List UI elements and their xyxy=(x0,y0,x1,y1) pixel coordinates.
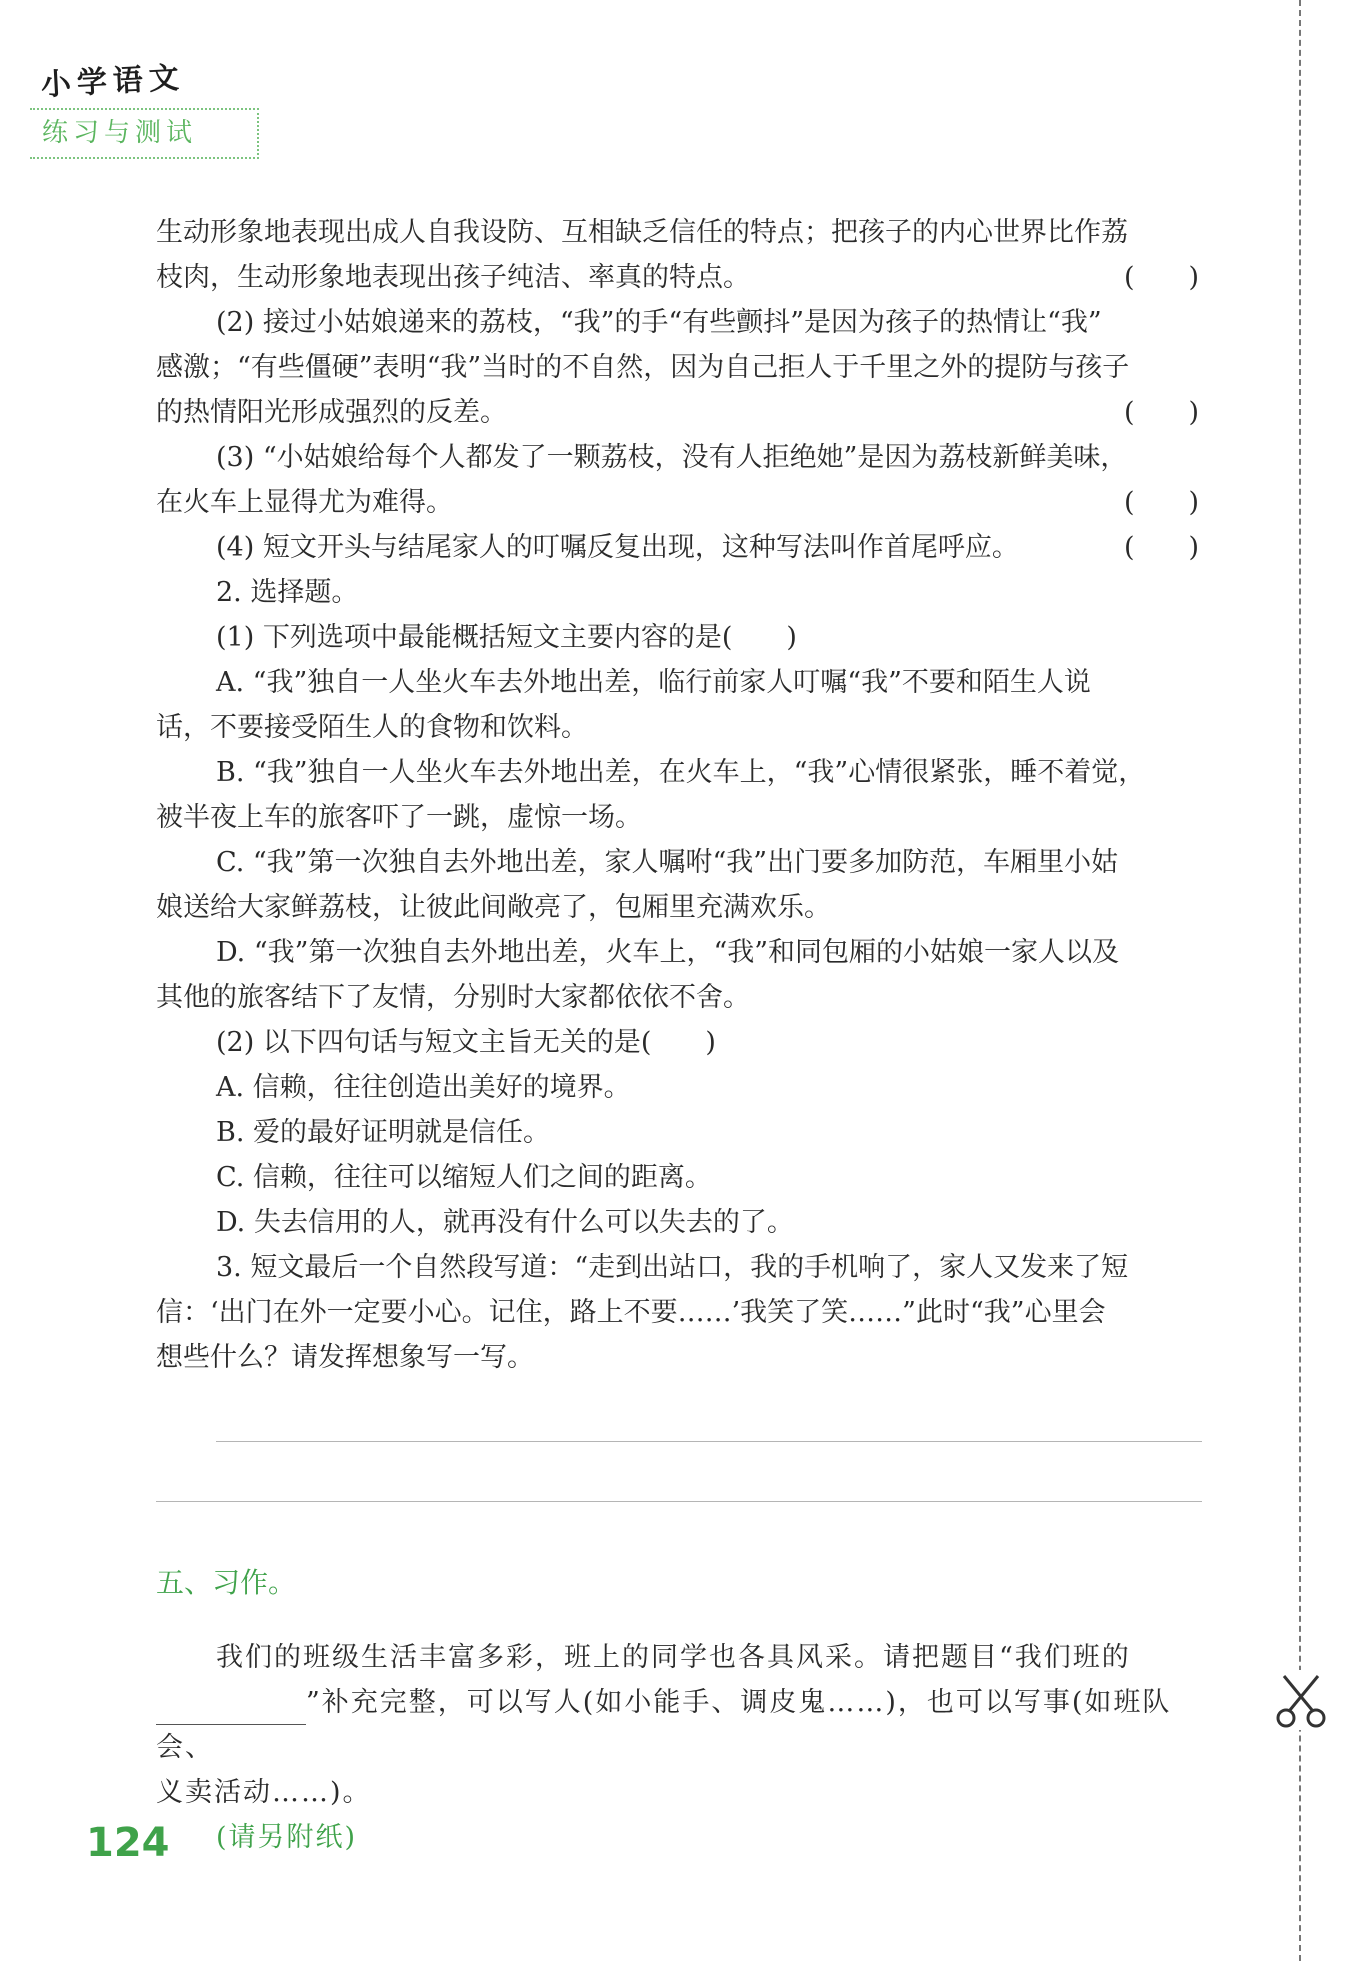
answer-paren-4[interactable]: ( ) xyxy=(1124,532,1200,563)
section-five-title: 五、习作。 xyxy=(156,1566,297,1599)
q1-s2-line3: 的热情阳光形成强烈的反差。 xyxy=(156,397,507,428)
q2-sub2-option-c: C. 信赖，往往可以缩短人们之间的距离。 xyxy=(216,1162,712,1193)
title-blank[interactable] xyxy=(156,1696,306,1725)
q1-s1-line2: 枝肉，生动形象地表现出孩子纯洁、率真的特点。 xyxy=(156,262,750,293)
q1-s3-line2: 在火车上显得尤为难得。 xyxy=(156,487,453,518)
q1-s3-line1: (3) “小姑娘给每个人都发了一颗荔枝，没有人拒绝她”是因为荔枝新鲜美味， xyxy=(216,442,1128,473)
book-title: 小学语文 xyxy=(40,60,186,104)
cut-line xyxy=(1299,0,1301,1961)
q2-sub2-option-a: A. 信赖，往往创造出美好的境界。 xyxy=(216,1072,631,1103)
q2-sub2-option-b: B. 爱的最好证明就是信任。 xyxy=(216,1117,551,1148)
scissors-icon xyxy=(1272,1670,1330,1730)
q2-sub1: (1) 下列选项中最能概括短文主要内容的是( ) xyxy=(216,622,797,653)
q3-line2: 信：‘出门在外一定要小心。记住，路上不要……’我笑了笑……”此时“我”心里会 xyxy=(156,1297,1106,1328)
q1-s1-line1: 生动形象地表现出成人自我设防、互相缺乏信任的特点；把孩子的内心世界比作荔 xyxy=(156,217,1128,248)
page-content xyxy=(156,210,1202,1860)
q1-s3-row xyxy=(156,480,1202,525)
q2-option-c-line1: C. “我”第一次独自去外地出差，家人嘱咐“我”出门要多加防范，车厢里小姑 xyxy=(216,847,1119,878)
q2-option-c-line2: 娘送给大家鲜荔枝，让彼此间敞亮了，包厢里充满欢乐。 xyxy=(156,892,831,923)
writing-line3: 义卖活动……)。 xyxy=(156,1777,372,1808)
q2-sub2: (2) 以下四句话与短文主旨无关的是( ) xyxy=(216,1027,716,1058)
attach-note: (请另附纸) xyxy=(216,1822,358,1853)
writing-prompt xyxy=(156,1635,1202,1860)
q1-s4: (4) 短文开头与结尾家人的叮嘱反复出现，这种写法叫作首尾呼应。 xyxy=(216,532,1019,563)
q2-option-a-line2: 话，不要接受陌生人的食物和饮料。 xyxy=(156,712,588,743)
q2-title: 2. 选择题。 xyxy=(216,577,359,608)
book-subtitle: 练习与测试 xyxy=(30,108,259,159)
answer-line-1[interactable] xyxy=(216,1440,1202,1442)
q2-option-d-line2: 其他的旅客结下了友情，分别时大家都依依不舍。 xyxy=(156,982,750,1013)
q3-line3: 想些什么？请发挥想象写一写。 xyxy=(156,1342,534,1373)
writing-line2 xyxy=(156,1680,1202,1770)
page-number: 124 xyxy=(86,1820,170,1866)
answer-line-2[interactable] xyxy=(156,1500,1202,1502)
q2-sub2-option-d: D. 失去信用的人，就再没有什么可以失去的了。 xyxy=(216,1207,794,1238)
q2-option-b-line1: B. “我”独自一人坐火车去外地出差，在火车上，“我”心情很紧张，睡不着觉， xyxy=(216,757,1146,788)
q3-line1: 3. 短文最后一个自然段写道：“走到出站口，我的手机响了，家人又发来了短 xyxy=(216,1252,1129,1283)
answer-paren-2[interactable]: ( ) xyxy=(1124,397,1200,428)
q1-s2-line1: (2) 接过小姑娘递来的荔枝，“我”的手“有些颤抖”是因为孩子的热情让“我” xyxy=(216,307,1102,338)
writing-line2-text: ”补充完整，可以写人(如小能手、调皮鬼……)，也可以写事(如班队会、 xyxy=(156,1687,1172,1763)
answer-paren-1[interactable]: ( ) xyxy=(1124,262,1200,293)
q1-s4-row xyxy=(156,525,1202,570)
book-header xyxy=(30,60,259,159)
q1-s2-row xyxy=(156,390,1202,435)
q1-s2-line2: 感激；“有些僵硬”表明“我”当时的不自然，因为自己拒人于千里之外的提防与孩子 xyxy=(156,352,1130,383)
writing-line1: 我们的班级生活丰富多彩，班上的同学也各具风采。请把题目“我们班的 xyxy=(216,1642,1131,1673)
q1-s1-row xyxy=(156,255,1202,300)
q2-option-d-line1: D. “我”第一次独自去外地出差，火车上，“我”和同包厢的小姑娘一家人以及 xyxy=(216,937,1120,968)
q2-option-b-line2: 被半夜上车的旅客吓了一跳，虚惊一场。 xyxy=(156,802,642,833)
answer-paren-3[interactable]: ( ) xyxy=(1124,487,1200,518)
q2-option-a-line1: A. “我”独自一人坐火车去外地出差，临行前家人叮嘱“我”不要和陌生人说 xyxy=(216,667,1091,698)
